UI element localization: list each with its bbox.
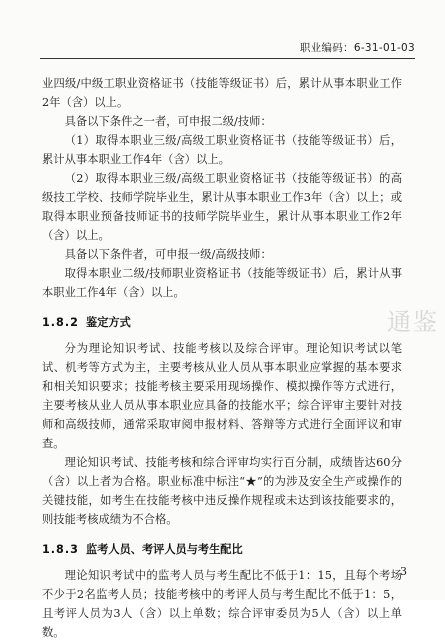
section-number: 1.8.3 [42, 543, 79, 556]
section-title: 鉴定方式 [86, 316, 131, 329]
section-heading-1-8-2 [42, 314, 402, 332]
page-header [0, 0, 445, 62]
paragraph: 理论知识考试中的监考人员与考生配比不低于1：15，且每个考场不少于2名监考人员；技能考核中的考评人员与考生配比不低于1：5，且考评人员为3人（含）以上单数；综合评审委员为5人（含）以上单数。 [42, 569, 402, 639]
paragraph: 理论知识考试、技能考核和综合评审均实行百分制，成绩皆达60分（含）以上者为合格。职业标准中标注“★”的为涉及安全生产或操作的关键技能，如考生在技能考核中违反操作规程或未达到该技能要求的，则技能考核成绩为不合格。 [42, 456, 402, 526]
header-rule [40, 58, 415, 59]
section-heading-1-8-3 [42, 541, 402, 559]
paragraph: 取得本职业二级/技师职业资格证书（技能等级证书）后，累计从事本职业工作4年（含）以上。 [42, 267, 402, 299]
watermark-text: 通鉴 [387, 308, 439, 336]
page-number: 3 [400, 565, 407, 578]
paragraph: 具备以下条件之一者，可申报二级/技师： [64, 115, 272, 128]
paragraph: （1）取得本职业三级/高级工职业资格证书（技能等级证书）后，累计从事本职业工作4年（含）以上。 [42, 134, 402, 166]
section-number: 1.8.2 [42, 316, 79, 329]
paragraph: 具备以下条件者，可申报一级/高级技师： [64, 248, 272, 261]
paragraph: 业四级/中级工职业资格证书（技能等级证书）后，累计从事本职业工作2年（含）以上。 [42, 77, 402, 109]
paragraph: （2）取得本职业三级/高级工职业资格证书（技能等级证书）的高级技工学校、技师学院毕业生，累计从事本职业工作3年（含）以上；或取得本职业预备技师证书的技师学院毕业生，累计从事本职业工作2年（含）以上。 [42, 172, 402, 242]
page-body [42, 74, 402, 642]
paragraph: 分为理论知识考试、技能考核以及综合评审。理论知识考试以笔试、机考等方式为主，主要考核从业人员从事本职业应掌握的基本要求和相关知识要求；技能考核主要采用现场操作、模拟操作等方式进行，主要考核从业人员从事本职业应具备的技能水平；综合评审主要针对技师和高级技师，通常采取审阅申报材料、答辩等方式进行全面评议和审查。 [42, 342, 402, 450]
section-title: 监考人员、考评人员与考生配比 [86, 543, 243, 556]
job-code: 职业编码：6-31-01-03 [299, 42, 415, 54]
